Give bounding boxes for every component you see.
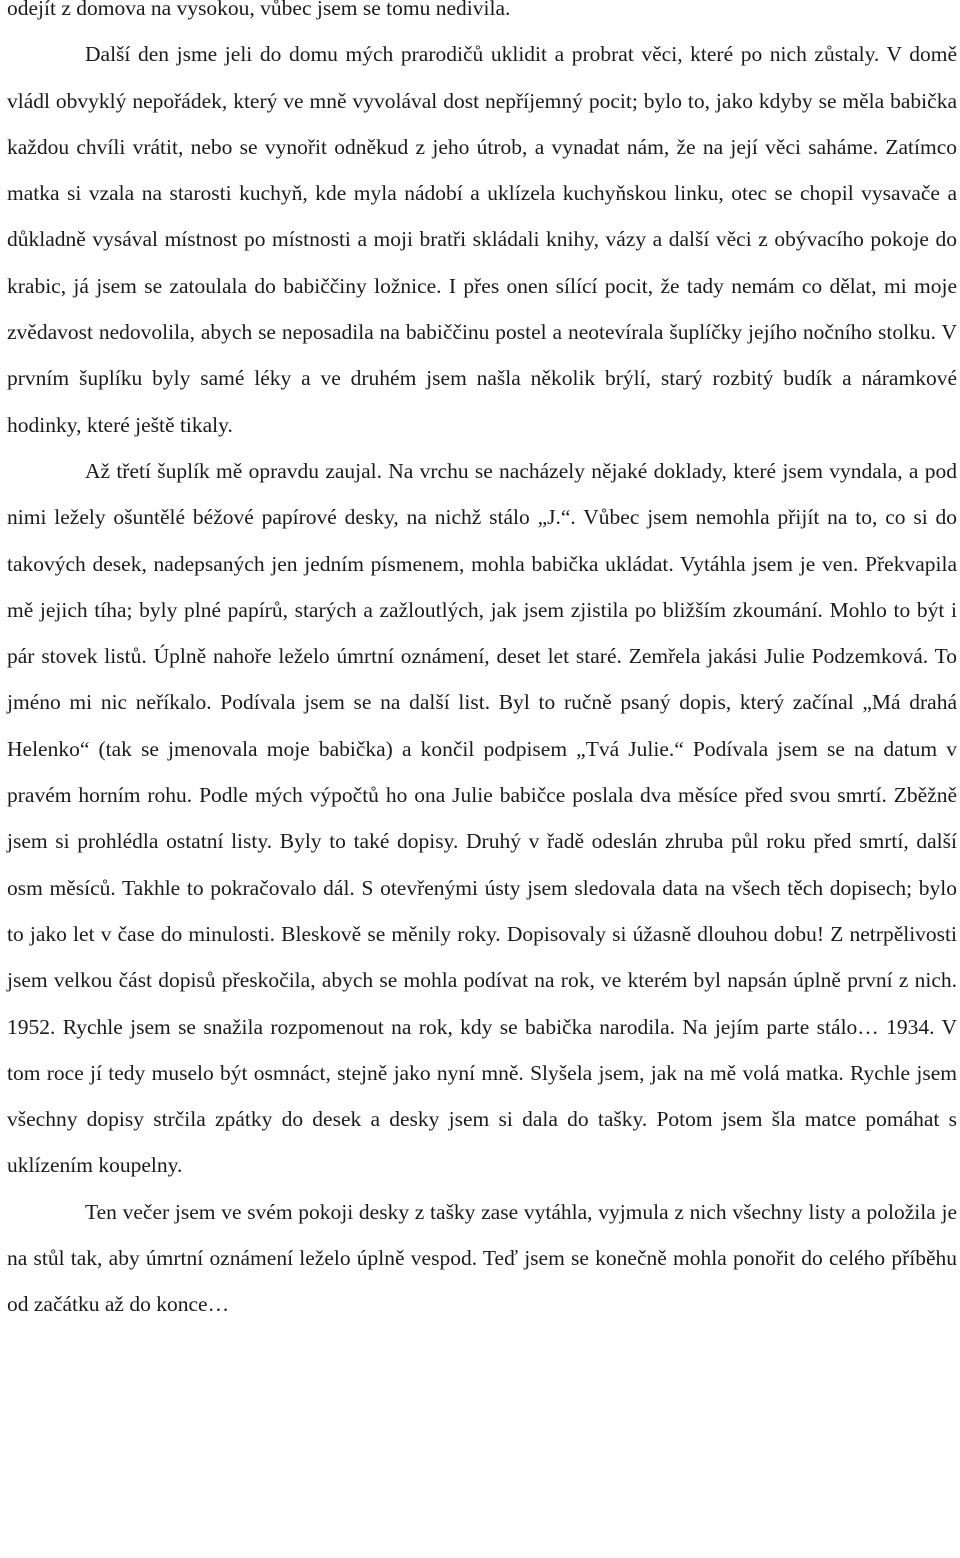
paragraph-1: odejít z domova na vysokou, vůbec jsem se tomu nedivila.: [7, 0, 511, 20]
paragraph-2: Další den jsme jeli do domu mých prarodičů uklidit a probrat věci, které po nich zůstaly. V domě vládl obvyklý nepořádek, který ve mně vyvolával dost nepříjemný pocit; bylo to, jako kdyby se měla babička každou chvíli vrátit, nebo se vynořit odněkud z jeho útrob, a vynadat nám, že na její věci saháme. Zatímco matka si vzala na starosti kuchyň, kde myla nádobí a uklízela kuchyňskou linku, otec se chopil vysavače a důkladně vysával místnost po místnosti a moji bratři skládali knihy, vázy a další věci z obývacího pokoje do krabic, já jsem se zatoulala do babiččiny ložnice. I přes onen sílící pocit, že tady nemám co dělat, mi moje zvědavost nedovolila, abych se neposadila na babiččinu postel a neotevírala šuplíčky jejího nočního stolku. V prvním šuplíku byly samé léky a ve druhém jsem našla několik brýlí, starý rozbitý budík a náramkové hodinky, které ještě tikaly.: [7, 42, 957, 437]
paragraph-3: Až třetí šuplík mě opravdu zaujal. Na vrchu se nacházely nějaké doklady, které jsem vyndala, a pod nimi ležely ošuntělé béžové papírové desky, na nichž stálo „J.“. Vůbec jsem nemohla přijít na to, co si do takových desek, nadepsaných jen jedním písmenem, mohla babička ukládat. Vytáhla jsem je ven. Překvapila mě jejich tíha; byly plné papírů, starých a zažloutlých, jak jsem zjistila po bližším zkoumání. Mohlo to být i pár stovek listů. Úplně nahoře leželo úmrtní oznámení, deset let staré. Zemřela jakási Julie Podzemková. To jméno mi nic neříkalo. Podívala jsem se na další list. Byl to ručně psaný dopis, který začínal „Má drahá Helenko“ (tak se jmenovala moje babička) a končil podpisem „Tvá Julie.“ Podívala jsem se na datum v pravém horním rohu. Podle mých výpočtů ho ona Julie babičce poslala dva měsíce před svou smrtí. Zběžně jsem si prohlédla ostatní listy. Byly to také dopisy. Druhý v řadě odeslán zhruba půl roku před smrtí, další osm měsíců. Takhle to pokračovalo dál. S otevřenými ústy jsem sledovala data na všech těch dopisech; bylo to jako let v čase do minulosti. Bleskově se měnily roky. Dopisovaly si úžasně dlouhou dobu! Z netrpělivosti jsem velkou část dopisů přeskočila, abych se mohla podívat na rok, ve kterém byl napsán úplně první z nich. 1952. Rychle jsem se snažila rozpomenout na rok, kdy se babička narodila. Na jejím parte stálo… 1934. V tom roce jí tedy muselo být osmnáct, stejně jako nyní mně. Slyšela jsem, jak na mě volá matka. Rychle jsem všechny dopisy strčila zpátky do desek a desky jsem si dala do tašky. Potom jsem šla matce pomáhat s uklízením koupelny.: [7, 458, 957, 1178]
document-page: [7, 0, 957, 1328]
paragraph-4: Ten večer jsem ve svém pokoji desky z tašky zase vytáhla, vyjmula z nich všechny listy a položila je na stůl tak, aby úmrtní oznámení leželo úplně vespod. Teď jsem se konečně mohla ponořit do celého příběhu od začátku až do konce…: [7, 1199, 957, 1317]
